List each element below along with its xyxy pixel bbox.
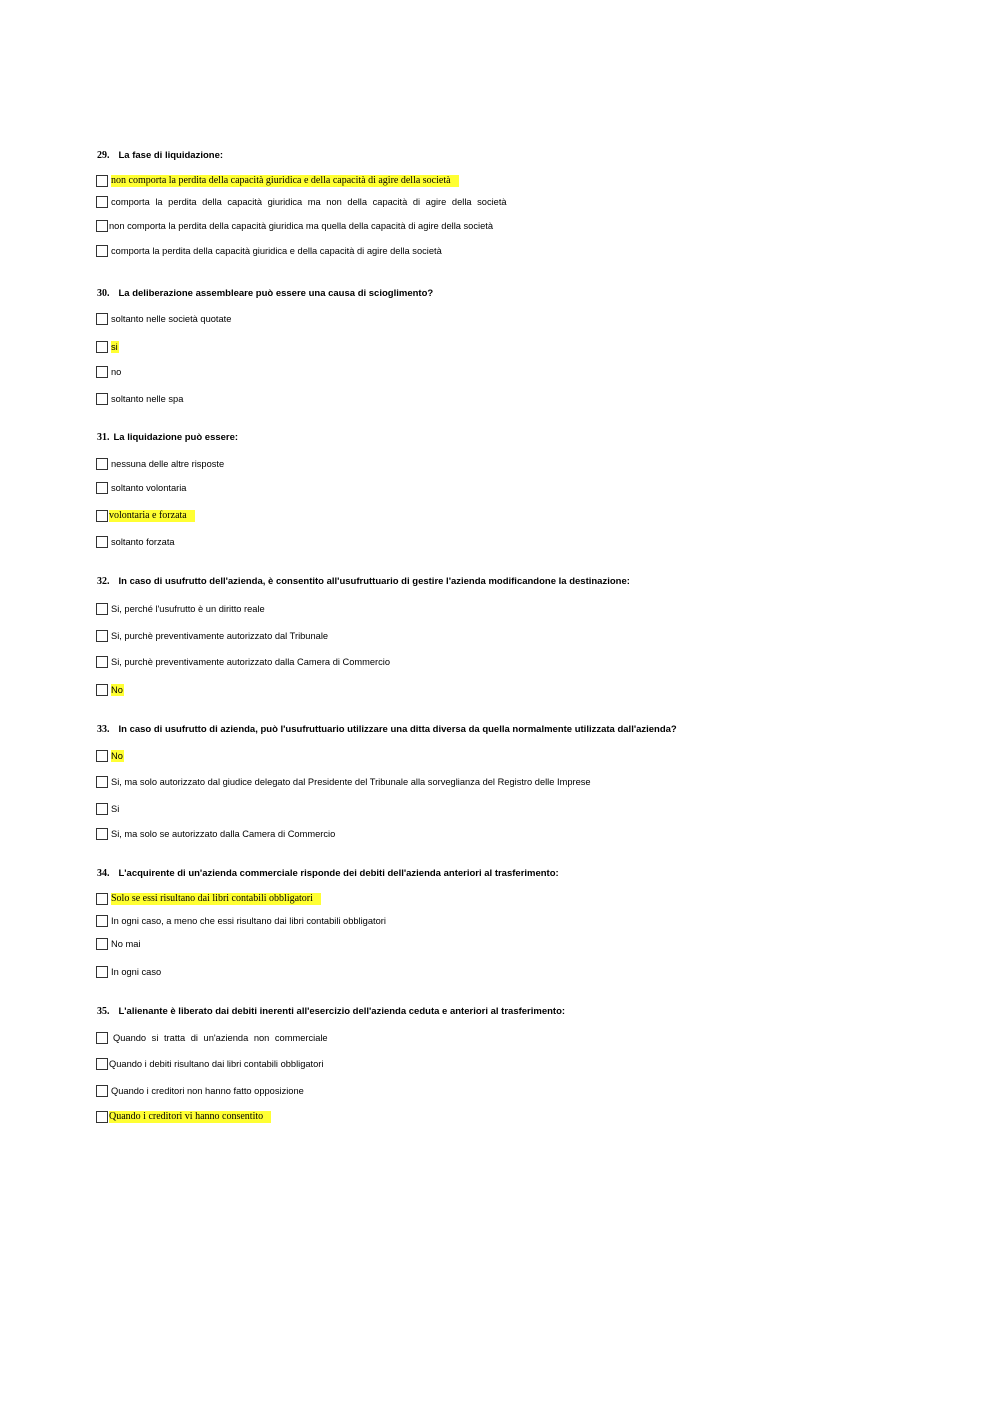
answer-option[interactable] bbox=[96, 481, 186, 495]
question-title bbox=[97, 724, 677, 735]
checkbox[interactable] bbox=[96, 366, 108, 378]
question-text: La liquidazione può essere: bbox=[113, 432, 239, 443]
option-label-highlighted: No bbox=[111, 751, 123, 761]
option-label: non comporta la perdita della capacità giuridica ma quella della capacità di agire della società bbox=[109, 221, 493, 231]
checkbox[interactable] bbox=[96, 630, 108, 642]
option-label: comporta la perdita della capacità giuridica e della capacità di agire della società bbox=[111, 246, 442, 256]
checkbox[interactable] bbox=[96, 1032, 108, 1044]
checkbox[interactable] bbox=[96, 196, 108, 208]
question-title bbox=[97, 1006, 565, 1017]
checkbox[interactable] bbox=[96, 341, 108, 353]
option-label-highlighted: Solo se essi risultano dai libri contabili obbligatori bbox=[111, 893, 321, 905]
answer-option[interactable] bbox=[96, 1110, 271, 1124]
answer-option[interactable] bbox=[96, 244, 442, 258]
checkbox[interactable] bbox=[96, 966, 108, 978]
option-label-highlighted: Quando i creditori vi hanno consentito bbox=[109, 1111, 271, 1123]
checkbox[interactable] bbox=[96, 175, 108, 187]
checkbox[interactable] bbox=[96, 915, 108, 927]
option-label: no bbox=[111, 367, 122, 377]
option-label: No mai bbox=[111, 939, 141, 949]
question-number: 34. bbox=[97, 868, 110, 879]
answer-option[interactable] bbox=[96, 937, 140, 951]
checkbox[interactable] bbox=[96, 750, 108, 762]
answer-option[interactable] bbox=[96, 340, 119, 354]
option-label: Si, ma solo autorizzato dal giudice delegato dal Presidente del Tribunale alla sorveglianza del Registro delle Imprese bbox=[111, 777, 591, 787]
answer-option[interactable] bbox=[96, 914, 386, 928]
option-label: nessuna delle altre risposte bbox=[111, 459, 225, 469]
option-label: Si, ma solo se autorizzato dalla Camera di Commercio bbox=[111, 829, 336, 839]
answer-option[interactable] bbox=[96, 827, 335, 841]
option-label: Quando si tratta di un'azienda non commerciale bbox=[113, 1033, 328, 1043]
option-label-highlighted: si bbox=[111, 342, 118, 352]
question-text: In caso di usufrutto dell'azienda, è consentito all'usufruttuario di gestire l'azienda modificandone la destinazione: bbox=[118, 576, 630, 587]
option-label: Quando i creditori non hanno fatto opposizione bbox=[111, 1086, 304, 1096]
option-label: In ogni caso bbox=[111, 967, 162, 977]
answer-option[interactable] bbox=[96, 1057, 323, 1071]
answer-option[interactable] bbox=[96, 602, 265, 616]
answer-option[interactable] bbox=[96, 683, 124, 697]
answer-option[interactable] bbox=[96, 892, 321, 906]
option-label-highlighted: No bbox=[111, 685, 123, 695]
answer-option[interactable] bbox=[96, 392, 183, 406]
checkbox[interactable] bbox=[96, 656, 108, 668]
answer-option[interactable] bbox=[96, 629, 328, 643]
answer-option[interactable] bbox=[96, 1031, 328, 1045]
question-title bbox=[97, 432, 238, 443]
checkbox[interactable] bbox=[96, 938, 108, 950]
question-number: 35. bbox=[97, 1006, 110, 1017]
checkbox[interactable] bbox=[96, 803, 108, 815]
checkbox[interactable] bbox=[96, 893, 108, 905]
question-text: La fase di liquidazione: bbox=[118, 150, 224, 161]
answer-option[interactable] bbox=[96, 749, 124, 763]
checkbox[interactable] bbox=[96, 245, 108, 257]
option-label: Quando i debiti risultano dai libri contabili obbligatori bbox=[109, 1059, 324, 1069]
answer-option[interactable] bbox=[96, 775, 591, 789]
option-label: Si bbox=[111, 804, 120, 814]
answer-option[interactable] bbox=[96, 174, 459, 188]
option-label: soltanto nelle spa bbox=[111, 394, 184, 404]
answer-option[interactable] bbox=[96, 535, 175, 549]
answer-option[interactable] bbox=[96, 1084, 304, 1098]
checkbox[interactable] bbox=[96, 220, 108, 232]
option-label: Si, perché l'usufrutto è un diritto reale bbox=[111, 604, 265, 614]
option-label: comporta la perdita della capacità giuridica ma non della capacità di agire della società bbox=[111, 197, 507, 207]
checkbox[interactable] bbox=[96, 776, 108, 788]
checkbox[interactable] bbox=[96, 1058, 108, 1070]
question-number: 29. bbox=[97, 150, 110, 161]
checkbox[interactable] bbox=[96, 1111, 108, 1123]
question-number: 31. bbox=[97, 432, 110, 443]
answer-option[interactable] bbox=[96, 195, 507, 209]
answer-option[interactable] bbox=[96, 802, 119, 816]
checkbox[interactable] bbox=[96, 510, 108, 522]
checkbox[interactable] bbox=[96, 393, 108, 405]
checkbox[interactable] bbox=[96, 536, 108, 548]
answer-option[interactable] bbox=[96, 655, 390, 669]
checkbox[interactable] bbox=[96, 684, 108, 696]
option-label: soltanto forzata bbox=[111, 537, 175, 547]
question-title bbox=[97, 576, 630, 587]
question-text: L'acquirente di un'azienda commerciale risponde dei debiti dell'azienda anteriori al trasferimento: bbox=[118, 868, 559, 879]
question-text: In caso di usufrutto di azienda, può l'usufruttuario utilizzare una ditta diversa da quella normalmente utilizzata dall'azienda? bbox=[118, 724, 677, 735]
option-label: Si, purchè preventivamente autorizzato dal Tribunale bbox=[111, 631, 329, 641]
checkbox[interactable] bbox=[96, 603, 108, 615]
option-label: soltanto nelle società quotate bbox=[111, 314, 232, 324]
question-number: 30. bbox=[97, 288, 110, 299]
question-title bbox=[97, 150, 223, 161]
question-number: 33. bbox=[97, 724, 110, 735]
question-title bbox=[97, 288, 433, 299]
option-label: In ogni caso, a meno che essi risultano dai libri contabili obbligatori bbox=[111, 916, 386, 926]
question-number: 32. bbox=[97, 576, 110, 587]
answer-option[interactable] bbox=[96, 365, 121, 379]
option-label-highlighted: non comporta la perdita della capacità giuridica e della capacità di agire della società bbox=[111, 175, 459, 187]
answer-option[interactable] bbox=[96, 965, 161, 979]
option-label-highlighted: volontaria e forzata bbox=[109, 510, 195, 522]
checkbox[interactable] bbox=[96, 828, 108, 840]
answer-option[interactable] bbox=[96, 457, 224, 471]
question-text: L'alienante è liberato dai debiti inerenti all'esercizio dell'azienda ceduta e anteriori al trasferimento: bbox=[118, 1006, 566, 1017]
question-title bbox=[97, 868, 559, 879]
answer-option[interactable] bbox=[96, 509, 195, 523]
option-label: Si, purchè preventivamente autorizzato dalla Camera di Commercio bbox=[111, 657, 391, 667]
checkbox[interactable] bbox=[96, 458, 108, 470]
option-label: soltanto volontaria bbox=[111, 483, 187, 493]
checkbox[interactable] bbox=[96, 313, 108, 325]
question-text: La deliberazione assembleare può essere una causa di scioglimento? bbox=[118, 288, 434, 299]
answer-option[interactable] bbox=[96, 219, 493, 233]
checkbox[interactable] bbox=[96, 482, 108, 494]
answer-option[interactable] bbox=[96, 312, 231, 326]
checkbox[interactable] bbox=[96, 1085, 108, 1097]
